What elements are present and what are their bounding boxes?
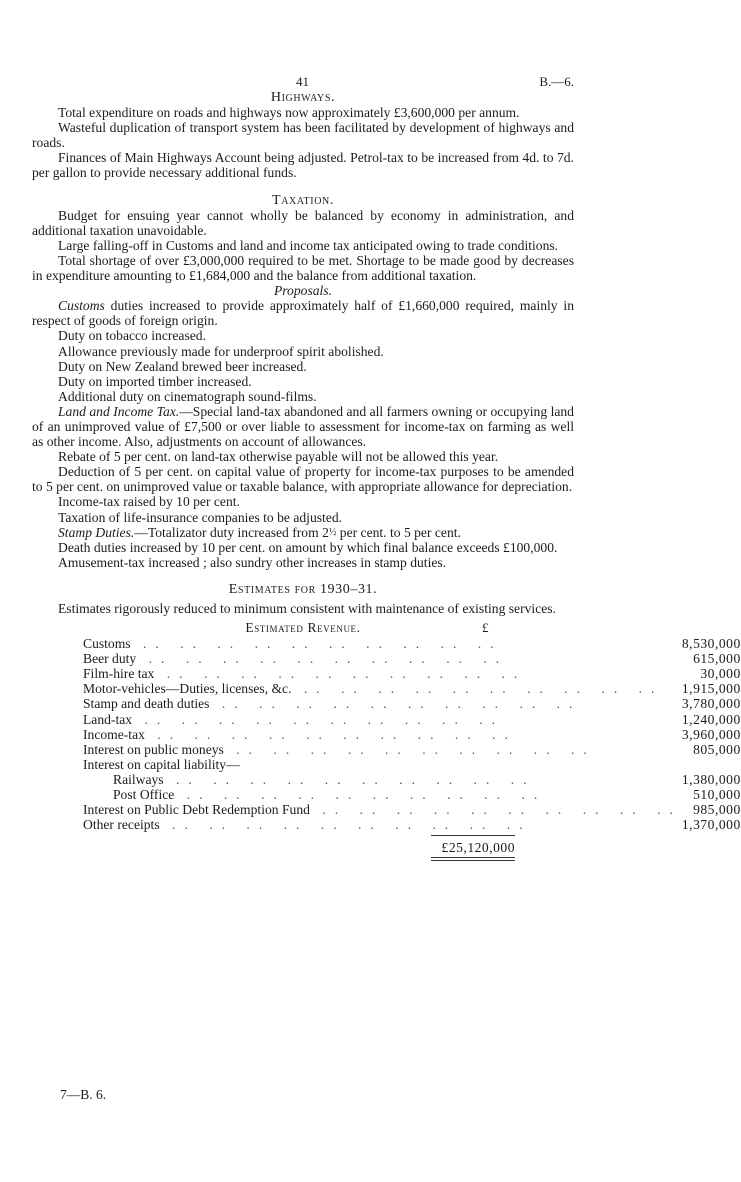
death-duties-para: Death duties increased by 10 per cent. on amount by which final balance exceeds £100,000. (58, 539, 558, 555)
revenue-item-label (83, 802, 682, 817)
proposal-line: Duty on New Zealand brewed beer increased. (58, 358, 307, 374)
revenue-item-label (83, 772, 682, 787)
revenue-row (83, 772, 741, 787)
revenue-item-text: Stamp and death duties (83, 696, 210, 712)
revenue-row (83, 636, 741, 651)
land-income-text: —Special land-tax abandoned and all farmers owning or occupying land of an unimproved value of £7,500 or over liable to assessment for income-tax on farming as well as other income. Also, adjustments on account of allowances. (32, 403, 574, 450)
revenue-item-amount: 1,370,000 (681, 817, 741, 833)
customs-label: Customs (58, 298, 105, 314)
revenue-item-amount: 1,380,000 (681, 771, 741, 787)
revenue-item-label (83, 651, 682, 666)
currency-symbol: £ (482, 620, 489, 636)
revenue-item-amount (682, 757, 741, 772)
revenue-item-text: Customs (83, 636, 131, 652)
document-reference: B.—6. (539, 74, 574, 89)
revenue-item-text: Railways (113, 771, 164, 787)
revenue-item-text: Beer duty (83, 651, 137, 667)
footer-reference: 7—B. 6. (60, 1087, 107, 1102)
dot-leader: .. .. .. .. .. .. .. .. .. .. (154, 666, 527, 682)
stamp-duties-proposal (32, 525, 574, 540)
revenue-row (83, 787, 741, 802)
dot-leader: .. .. .. .. .. .. .. .. .. .. (136, 651, 509, 667)
customs-text: duties increased to provide approximately half of £1,660,000 required, mainly in respect of goods of foreign origin. (32, 298, 574, 329)
proposal-line: Additional duty on cinematograph sound-films. (58, 388, 317, 404)
revenue-item-amount: 30,000 (700, 666, 741, 682)
revenue-row (83, 817, 741, 832)
revenue-item-text: Motor-vehicles—Duties, licenses, &c. (83, 681, 292, 697)
revenue-item-amount: 985,000 (693, 802, 741, 818)
document-page (32, 70, 741, 861)
income-tax-para: Income-tax raised by 10 per cent. (58, 494, 240, 510)
dot-leader: .. .. .. .. .. .. .. .. .. .. (209, 696, 582, 712)
proposal-line: Allowance previously made for underproof spirit abolished. (58, 343, 384, 359)
proposal-line: Duty on tobacco increased. (58, 328, 206, 344)
dot-leader: .. .. .. .. .. .. .. .. .. .. (163, 771, 536, 787)
amusement-tax-para: Amusement-tax increased ; also sundry other increases in stamp duties. (58, 554, 447, 570)
proposals-heading: Proposals. (273, 283, 333, 299)
revenue-item-label (83, 817, 682, 832)
revenue-item-text: Interest on capital liability— (83, 756, 240, 772)
dot-leader: .. .. .. .. .. .. .. .. .. .. (144, 726, 517, 742)
dot-leader: .. .. .. .. .. .. .. .. .. .. (174, 787, 547, 803)
highways-heading: Highways. (270, 90, 336, 105)
revenue-item-amount: 805,000 (693, 741, 741, 757)
highways-para-2: Wasteful duplication of transport system has been facilitated by development of highways and roads. (32, 120, 574, 151)
estimates-intro: Estimates rigorously reduced to minimum consistent with maintenance of existing services. (58, 601, 556, 616)
revenue-row (83, 712, 741, 727)
deduction-para: Deduction of 5 per cent. on capital value of property for income-tax purposes to be amended to 5 per cent. on unimproved value or taxable balance, with appropriate allowance for depreciation. (32, 464, 574, 495)
revenue-item-label (83, 757, 682, 772)
dot-leader: .. .. .. .. .. .. .. .. .. .. (132, 711, 505, 727)
rebate-para: Rebate of 5 per cent. on land-tax otherwise payable will not be allowed this year. (58, 449, 499, 465)
total-double-rule (431, 857, 515, 861)
stamp-fraction: ½ (328, 526, 337, 538)
revenue-title: Estimated Revenue. (245, 620, 361, 636)
revenue-table (83, 636, 741, 832)
revenue-row (83, 742, 741, 757)
dot-leader: .. .. .. .. .. .. .. .. .. .. (159, 817, 532, 833)
taxation-para-2: Large falling-off in Customs and land and income tax anticipated owing to trade conditions. (58, 237, 559, 253)
stamp-text-a: —Totalizator duty increased from 2 (134, 524, 329, 540)
revenue-item-text: Land-tax (83, 711, 133, 727)
taxation-heading: Taxation. (272, 192, 334, 208)
taxation-para-1: Budget for ensuing year cannot wholly be balanced by economy in administration, and additional taxation unavoidable. (32, 207, 574, 238)
revenue-header (32, 620, 574, 636)
land-income-tax-proposal (32, 404, 574, 449)
revenue-row (83, 651, 741, 666)
revenue-item-label (83, 742, 682, 757)
revenue-row (83, 727, 741, 742)
revenue-row (83, 696, 741, 711)
highways-para-3: Finances of Main Highways Account being adjusted. Petrol-tax to be increased from 4d. to 7d. per gallon to provide necessary additional funds. (32, 150, 574, 181)
revenue-item-text: Interest on Public Debt Redemption Fund (83, 802, 310, 818)
taxation-para-3: Total shortage of over £3,000,000 required to be met. Shortage to be made good by decreases in expenditure amounting to £1,684,000 and the balance from additional taxation. (32, 252, 574, 284)
dot-leader: .. .. .. .. .. .. .. .. .. .. (130, 636, 503, 652)
revenue-item-amount: 3,780,000 (681, 696, 741, 712)
revenue-item-amount: 1,915,000 (681, 681, 741, 697)
revenue-item-label (83, 666, 682, 681)
customs-proposal (32, 298, 574, 328)
life-insurance-para: Taxation of life-insurance companies to be adjusted. (58, 509, 343, 525)
dot-leader: .. .. .. .. .. .. .. .. .. .. (309, 802, 682, 818)
revenue-item-text: Interest on public moneys (83, 741, 224, 757)
estimates-heading: Estimates for 1930–31. (228, 581, 378, 597)
revenue-row (83, 802, 741, 817)
revenue-item-text: Other receipts (83, 817, 160, 833)
revenue-item-text: Income-tax (83, 726, 145, 742)
dot-leader: .. .. .. .. .. .. .. .. .. .. (223, 741, 596, 757)
revenue-item-label (83, 681, 682, 696)
revenue-item-amount: 8,530,000 (681, 636, 741, 652)
revenue-item-text: Film-hire tax (83, 666, 155, 682)
revenue-row (83, 681, 741, 696)
dot-leader: .. .. .. .. .. .. .. .. .. .. (291, 681, 664, 697)
revenue-item-label (83, 727, 682, 742)
revenue-item-amount: 615,000 (693, 651, 741, 667)
land-income-label: Land and Income Tax. (58, 403, 180, 419)
highways-para-1: Total expenditure on roads and highways now approximately £3,600,000 per annum. (58, 105, 520, 121)
revenue-item-label (83, 636, 682, 651)
revenue-item-text: Post Office (113, 787, 175, 803)
revenue-item-label (83, 787, 682, 802)
total-rule (431, 835, 515, 836)
revenue-total: £25,120,000 (441, 840, 515, 856)
page-header (32, 70, 574, 90)
revenue-item-amount: 1,240,000 (681, 711, 741, 727)
stamp-label: Stamp Duties. (58, 524, 135, 540)
proposal-line: Duty on imported timber increased. (58, 373, 252, 389)
revenue-item-amount: 510,000 (693, 787, 741, 803)
stamp-text-b: per cent. to 5 per cent. (336, 524, 461, 540)
revenue-item-amount: 3,960,000 (681, 726, 741, 742)
revenue-item-label (83, 712, 682, 727)
revenue-row (83, 757, 741, 772)
revenue-item-label (83, 696, 682, 711)
revenue-row (83, 666, 741, 681)
page-number: 41 (296, 74, 309, 89)
